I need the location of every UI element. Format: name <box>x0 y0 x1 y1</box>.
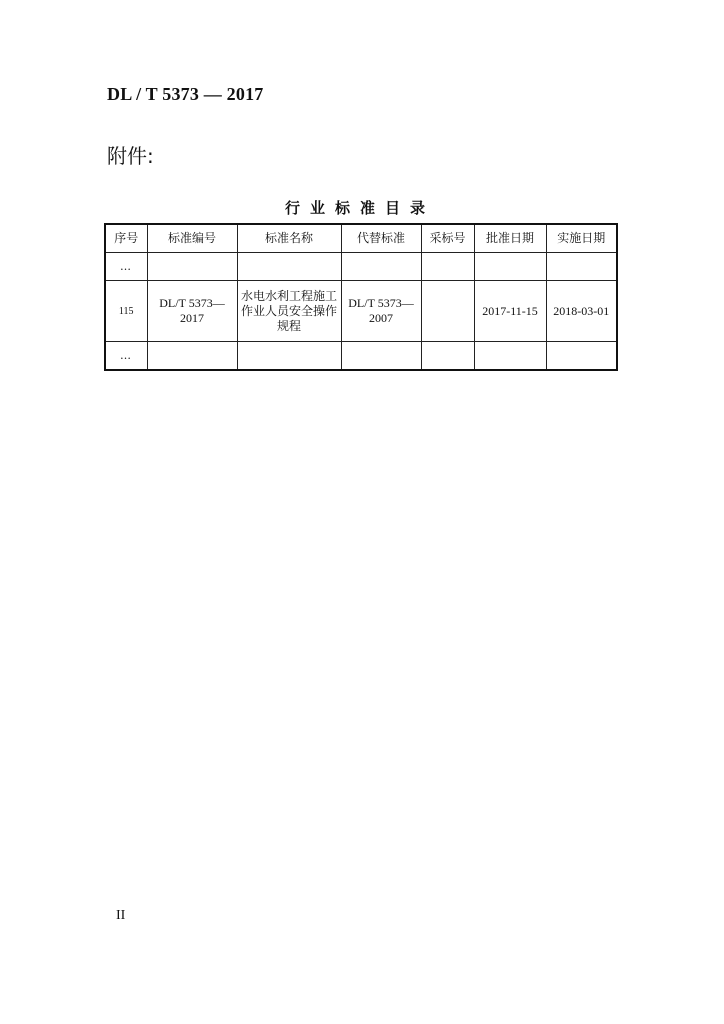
column-header-seq: 序号 <box>105 224 147 253</box>
cell-effective-date <box>546 253 617 281</box>
cell-name <box>237 342 341 371</box>
industry-standard-catalog-table <box>104 223 618 371</box>
cell-adopted <box>421 342 474 371</box>
table-header-row <box>105 224 617 253</box>
cell-replaces <box>341 253 421 281</box>
cell-name <box>237 253 341 281</box>
column-header-effective-date: 实施日期 <box>546 224 617 253</box>
page-number: II <box>116 908 126 923</box>
cell-adopted <box>421 281 474 342</box>
cell-adopted <box>421 253 474 281</box>
column-header-code: 标准编号 <box>147 224 237 253</box>
cell-replaces <box>341 342 421 371</box>
column-header-replaces: 代替标准 <box>341 224 421 253</box>
column-header-approval-date: 批准日期 <box>474 224 546 253</box>
cell-seq: … <box>105 253 147 281</box>
cell-approval-date: 2017-11-15 <box>474 281 546 342</box>
document-code-header: DL / T 5373 — 2017 <box>107 84 264 104</box>
column-header-name: 标准名称 <box>237 224 341 253</box>
cell-code: DL/T 5373—2017 <box>147 281 237 342</box>
cell-code <box>147 253 237 281</box>
column-header-adopted: 采标号 <box>421 224 474 253</box>
cell-seq: … <box>105 342 147 371</box>
table-title: 行业标准目录 <box>284 199 435 217</box>
cell-seq: 115 <box>105 281 147 342</box>
cell-code <box>147 342 237 371</box>
cell-name: 水电水利工程施工作业人员安全操作规程 <box>237 281 341 342</box>
cell-approval-date <box>474 253 546 281</box>
attachment-label: 附件: <box>107 144 154 168</box>
cell-effective-date <box>546 342 617 371</box>
table-row <box>105 342 617 371</box>
table-row <box>105 281 617 342</box>
table-row <box>105 253 617 281</box>
cell-replaces: DL/T 5373—2007 <box>341 281 421 342</box>
cell-approval-date <box>474 342 546 371</box>
cell-effective-date: 2018-03-01 <box>546 281 617 342</box>
